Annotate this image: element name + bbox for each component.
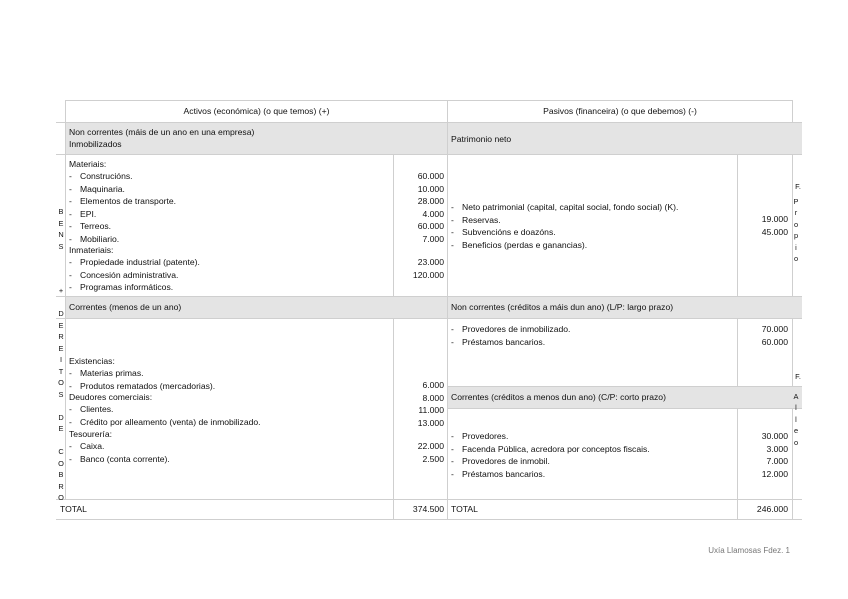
list-item: - Programas informáticos. — [69, 282, 174, 292]
value-cell: 6.000 — [422, 380, 444, 390]
value-cell: 12.000 — [761, 468, 788, 479]
total-liabilities-label: TOTAL — [451, 504, 478, 514]
right-lower-vertical-label: F. A l l e o — [793, 372, 801, 447]
value-cell: 4.000 — [422, 208, 444, 219]
current-assets-header — [66, 297, 447, 318]
value-cell: 23.000 — [417, 257, 444, 267]
left-upper-vertical-label: B E N S — [58, 207, 64, 251]
fixed-assets-title: Inmobilizados — [69, 139, 122, 149]
value-cell: 70.000 — [761, 324, 788, 334]
list-item: - Elementos de transporte. — [69, 196, 177, 206]
value-cell: 3.000 — [766, 443, 788, 454]
equity-header — [448, 123, 802, 154]
tangible-values — [394, 170, 444, 245]
value-cell: 28.000 — [417, 196, 444, 206]
list-item: - Materias primas. — [69, 368, 144, 378]
list-item: - Facenda Pública, acredora por conceptos fiscais. — [451, 443, 650, 454]
value-cell: 60.000 — [761, 336, 788, 347]
current-liabilities-title: Correntes (créditos a menos dun ano) (C/P: corto prazo) — [451, 392, 666, 402]
liabilities-header: Pasivos (financeira) (o que debemos) (-) — [543, 106, 697, 116]
list-item: - Subvencións e doazóns. — [451, 227, 556, 237]
current-assets-values — [394, 379, 444, 429]
current-liabilities-list — [451, 430, 735, 480]
value-cell: 11.000 — [418, 405, 444, 415]
stock-list — [69, 367, 389, 392]
value-cell: 45.000 — [761, 226, 788, 237]
list-item: - EPI. — [69, 208, 97, 219]
intangible-list — [69, 256, 389, 294]
value-cell: 120.000 — [412, 269, 444, 280]
value-cell: 13.000 — [417, 417, 444, 428]
stock-label: Existencias: — [69, 356, 115, 366]
list-item: - Mobiliario. — [69, 233, 120, 244]
plus-sign: + — [58, 286, 64, 295]
non-current-liabilities-header — [448, 297, 802, 318]
non-current-liabilities-values — [738, 323, 788, 348]
non-current-liabilities-list — [451, 323, 735, 348]
value-cell: 8.000 — [422, 392, 444, 403]
page-footer: Uxía Llamosas Fdez. 1 — [708, 546, 790, 555]
value-cell: 19.000 — [761, 214, 788, 224]
list-item: - Préstamos bancarios. — [451, 336, 546, 347]
list-item: - Concesión administrativa. — [69, 269, 179, 280]
left-lower-vertical-label: D E R E I T O S D E C O B R O — [58, 309, 64, 502]
assets-header: Activos (económica) (o que temos) (+) — [183, 106, 330, 116]
equity-title: Patrimonio neto — [451, 134, 512, 144]
non-current-assets-title: Non correntes (máis de un ano en una empresa) — [69, 127, 255, 137]
treasury-label: Tesourería: — [69, 429, 112, 439]
debtors-label: Deudores comerciais: — [69, 392, 153, 402]
list-item: - Provedores. — [451, 431, 509, 441]
list-item: - Neto patrimonial (capital, capital social, fondo social) (K). — [451, 202, 679, 212]
list-item: - Produtos rematados (mercadorias). — [69, 380, 216, 391]
current-assets-title: Correntes (menos de un ano) — [69, 302, 182, 312]
total-liabilities-value: 246.000 — [756, 504, 788, 514]
value-cell: 7.000 — [422, 233, 444, 244]
value-cell: 10.000 — [417, 183, 444, 194]
list-item: - Propiedade industrial (patente). — [69, 257, 200, 267]
value-cell: 60.000 — [417, 171, 444, 181]
equity-list — [451, 201, 735, 251]
total-assets-label: TOTAL — [60, 504, 87, 514]
value-cell: 2.500 — [422, 453, 444, 464]
total-assets-value: 374.500 — [412, 504, 444, 514]
treasury-list — [69, 440, 389, 465]
list-item: - Provedores de inmobilizado. — [451, 324, 571, 334]
right-upper-vertical-label: F. P r o p i o — [793, 182, 801, 263]
list-item: - Terreos. — [69, 221, 112, 231]
list-item: - Construcións. — [69, 171, 133, 181]
treasury-values — [394, 440, 444, 465]
tangible-list — [69, 170, 389, 245]
non-current-liabilities-title: Non correntes (créditos a máis dun ano) (L/P: largo prazo) — [451, 302, 674, 312]
list-item: - Banco (conta corrente). — [69, 453, 170, 464]
list-item: - Reservas. — [451, 214, 501, 225]
list-item: - Crédito por alleamento (venta) de inmobilizado. — [69, 416, 261, 427]
intangible-label: Inmateriais: — [69, 245, 114, 255]
intangible-values — [394, 256, 444, 281]
value-cell: 22.000 — [417, 441, 444, 451]
list-item: - Beneficios (perdas e ganancias). — [451, 239, 588, 250]
list-item: - Clientes. — [69, 404, 114, 414]
value-cell: 30.000 — [761, 431, 788, 441]
list-item: - Préstamos bancarios. — [451, 468, 546, 479]
tangible-label: Materiais: — [69, 159, 107, 169]
value-cell: 7.000 — [766, 456, 788, 466]
value-cell: 60.000 — [417, 221, 444, 231]
list-item: - Maquinaria. — [69, 183, 125, 194]
list-item: - Provedores de inmobil. — [451, 456, 550, 466]
equity-values — [738, 213, 788, 238]
debtors-list — [69, 403, 389, 428]
non-current-assets-header — [66, 123, 447, 154]
current-liabilities-header — [448, 387, 802, 408]
list-item: - Caixa. — [69, 441, 105, 451]
current-liabilities-values — [738, 430, 788, 480]
